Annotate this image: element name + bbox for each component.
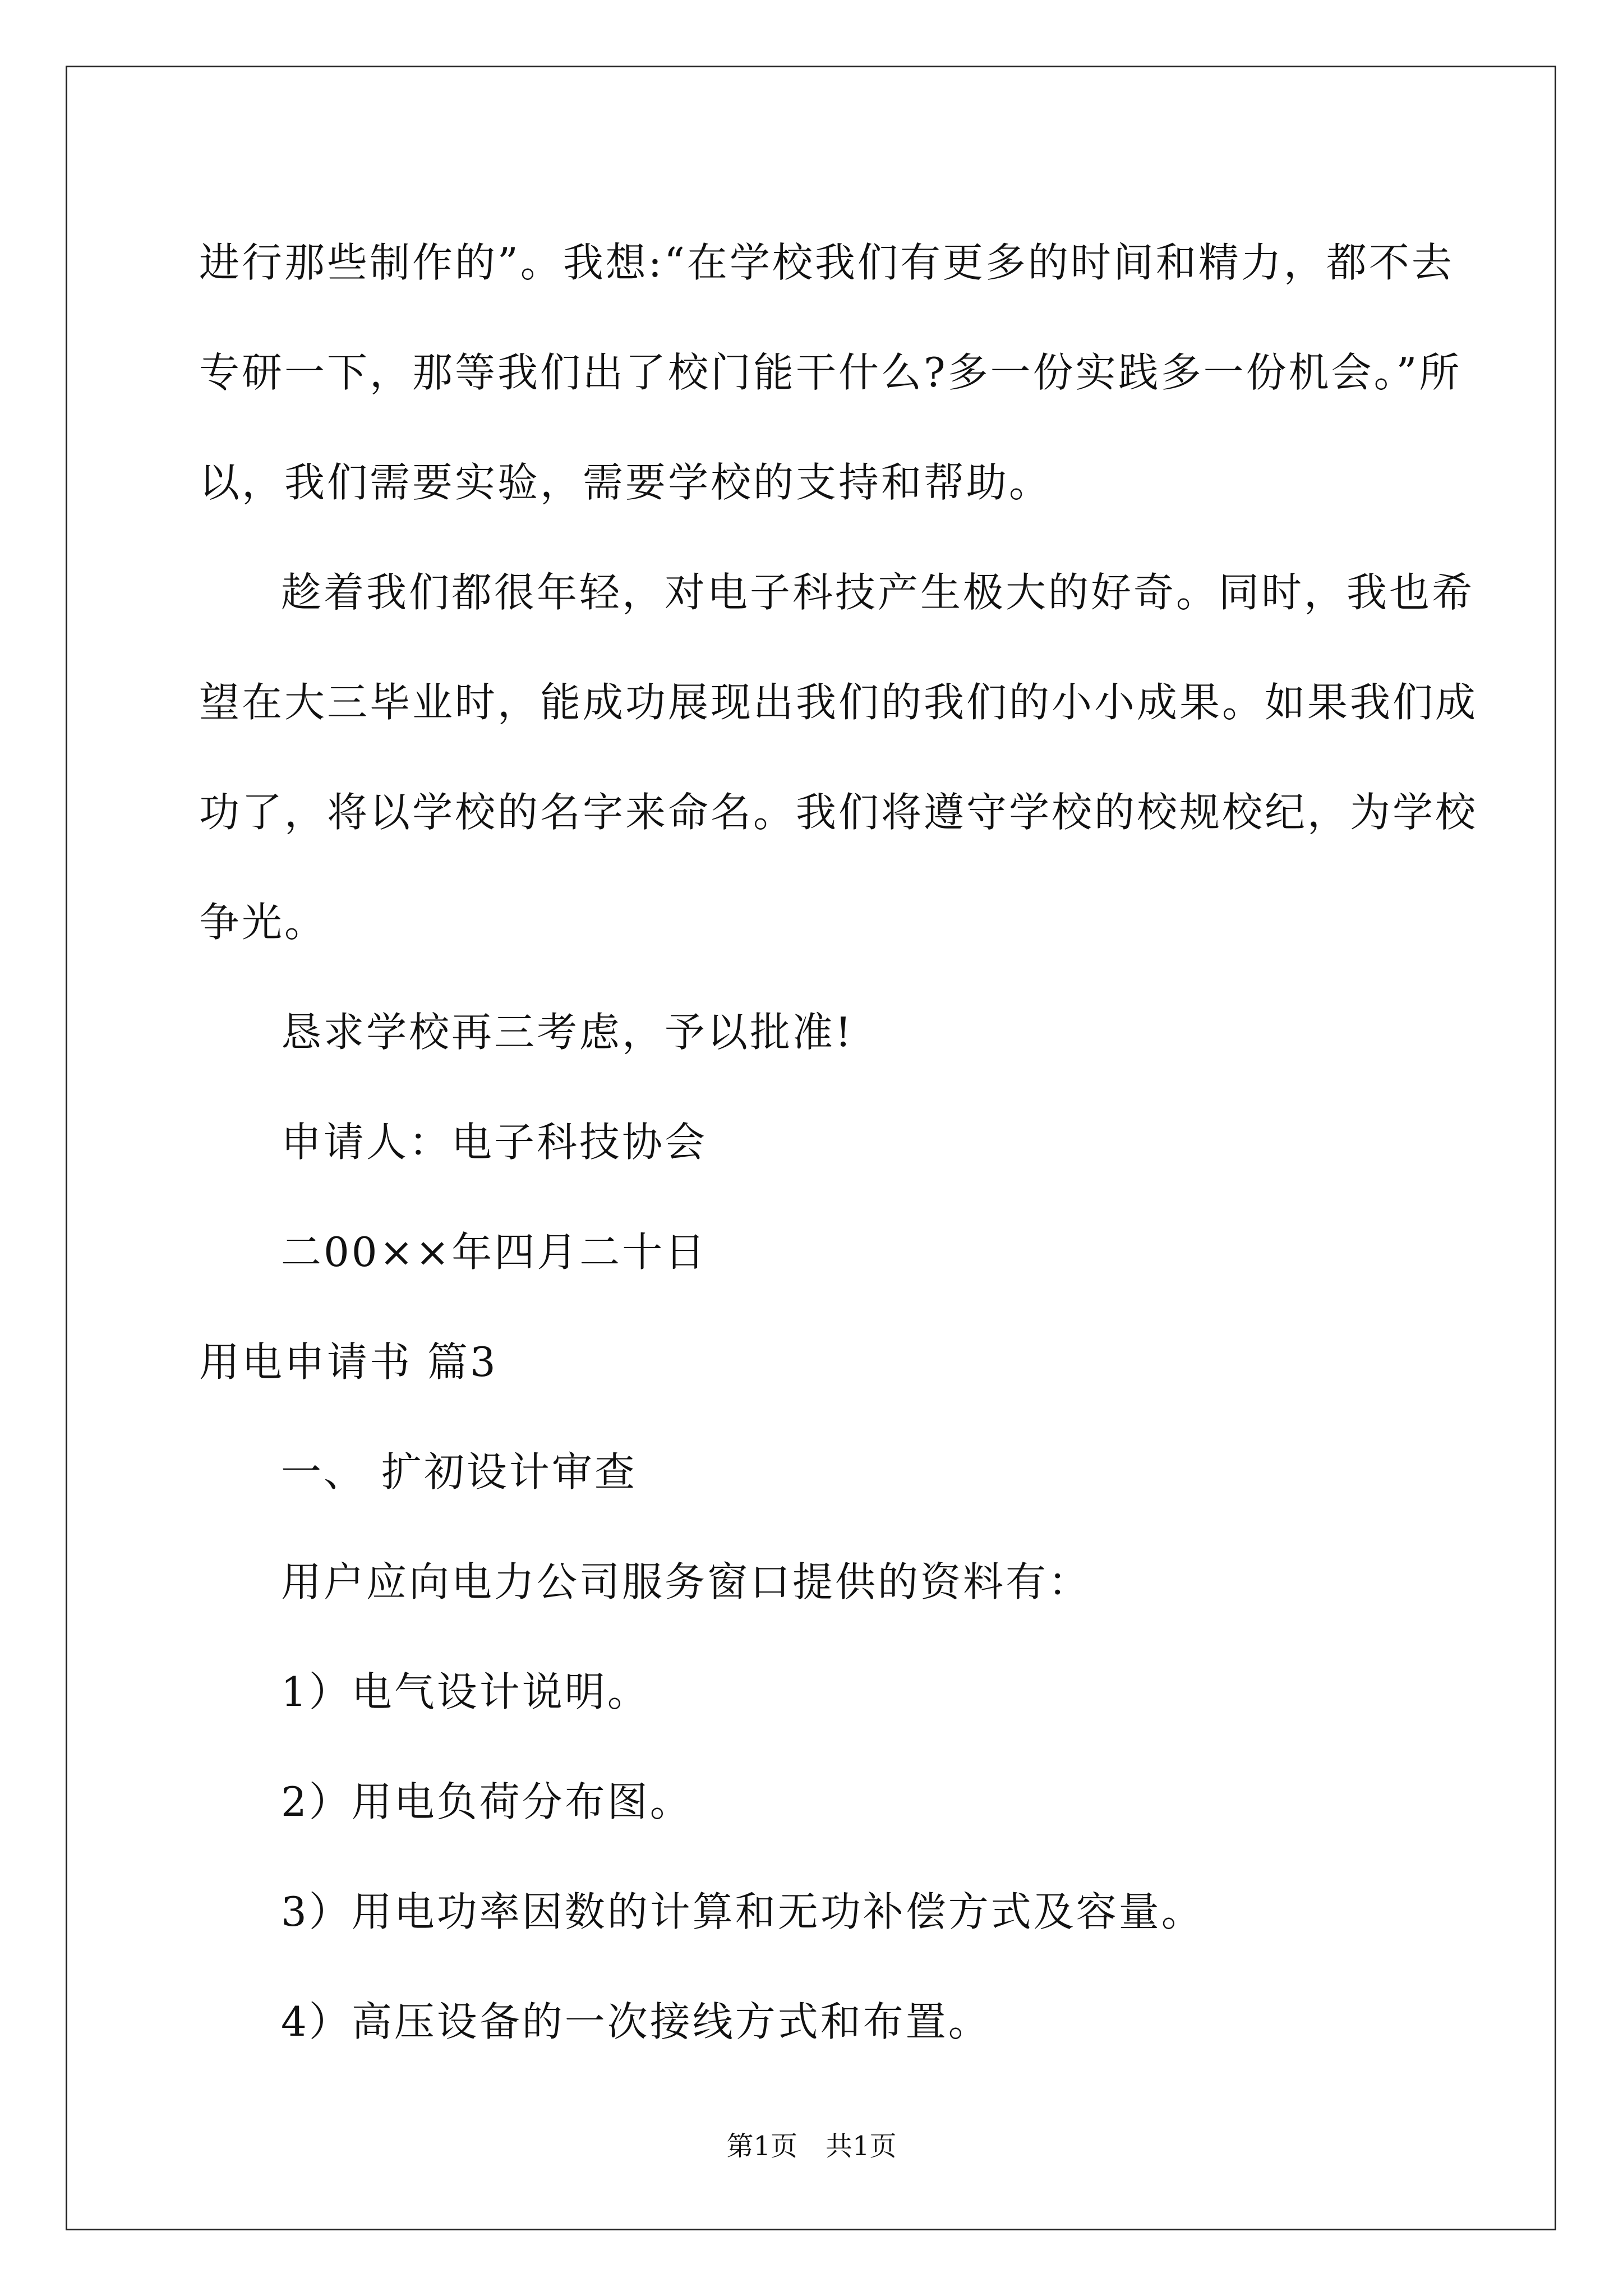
subsection-heading: 一、 扩初设计审查 (281, 1448, 637, 1496)
body-line: 专研一下，那等我们出了校门能干什么?多一份实践多一份机会。”所 (199, 349, 1462, 396)
list-item: 1）电气设计说明。 (281, 1668, 650, 1715)
applicant-line: 申请人：电子科技协会 (281, 1119, 708, 1166)
body-line: 趁着我们都很年轻，对电子科技产生极大的好奇。同时，我也希 (281, 569, 1475, 616)
list-item: 3）用电功率因数的计算和无功补偿方式及容量。 (281, 1888, 1204, 1935)
list-item: 4）高压设备的一次接线方式和布置。 (281, 1998, 991, 2045)
document-body (199, 208, 1478, 2077)
body-line: 用户应向电力公司服务窗口提供的资料有： (281, 1558, 1091, 1605)
body-line: 进行那些制作的”。我想:“在学校我们有更多的时间和精力，都不去 (199, 239, 1454, 286)
page-total: 共1页 (826, 2131, 897, 2162)
body-line: 功了，将以学校的名字来命名。我们将遵守学校的校规校纪，为学校 (199, 789, 1478, 836)
body-line: 恳求学校再三考虑，予以批准! (281, 1009, 854, 1056)
section-heading: 用电申请书 篇3 (199, 1338, 498, 1386)
page-number: 第1页 (726, 2131, 797, 2162)
body-line: 争光。 (199, 899, 328, 946)
body-line: 以，我们需要实验，需要学校的支持和帮助。 (199, 459, 1052, 506)
page-footer (0, 2129, 1623, 2163)
list-item: 2）用电负荷分布图。 (281, 1778, 693, 1825)
body-line: 望在大三毕业时，能成功展现出我们的我们的小小成果。如果我们成 (199, 679, 1478, 726)
date-line: 二00××年四月二十日 (281, 1228, 708, 1276)
